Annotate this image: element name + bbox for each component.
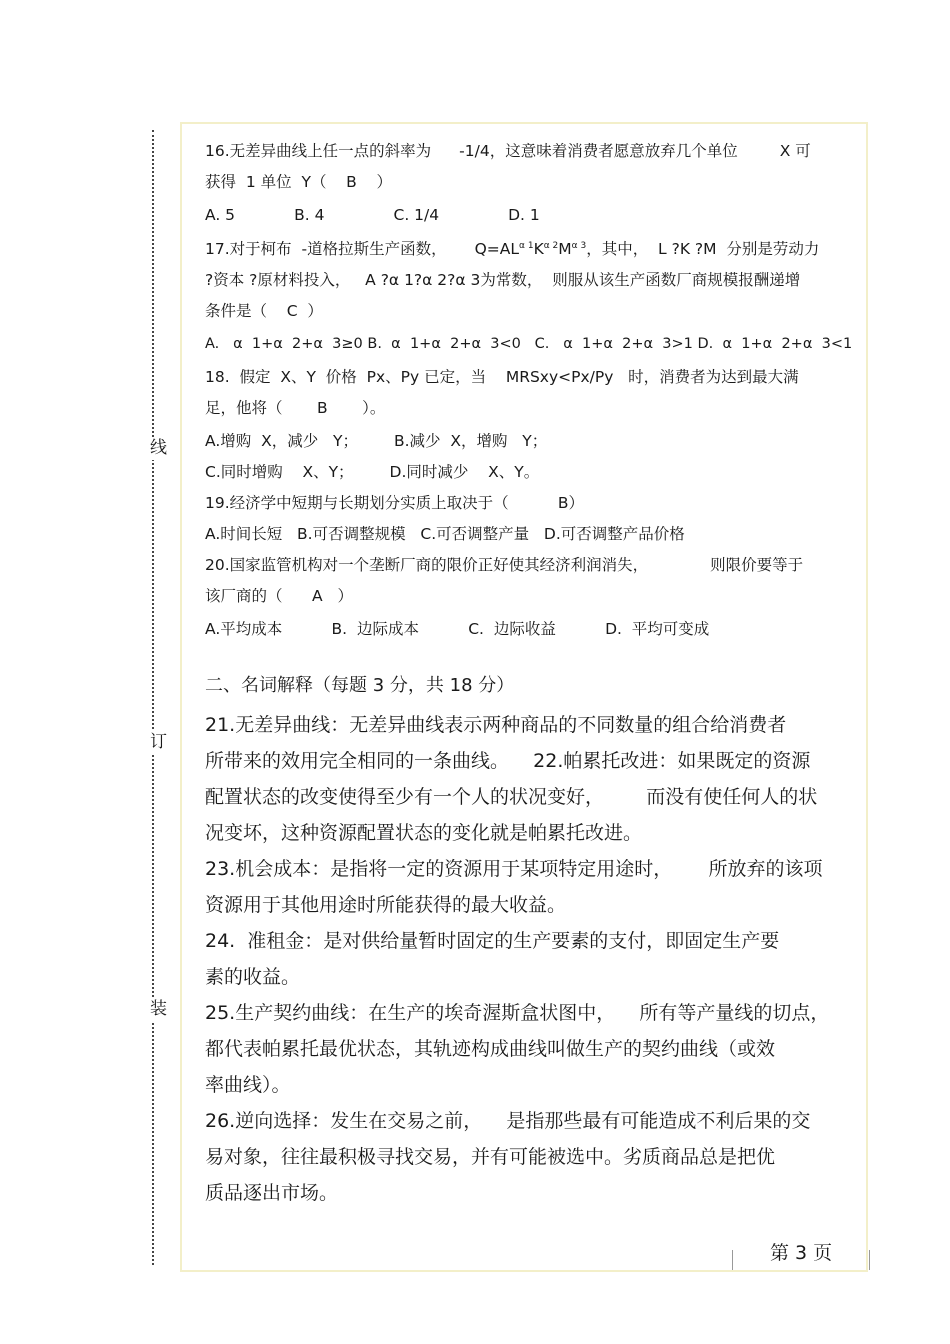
binding-label-zhuang: 装	[150, 999, 167, 1019]
definition-line: 况变坏，这种资源配置状态的变化就是帕累托改进。	[205, 822, 643, 845]
definition-line: 23.机会成本：是指将一定的资源用于某项特定用途时， 所放弃的该项	[205, 858, 823, 881]
binding-dotted-line	[152, 130, 160, 1265]
q17-sup-1: α 1	[519, 241, 534, 251]
q18-option-b: B.减少 X，增购 Y；	[393, 432, 548, 451]
q19-options: A.时间长短 B.可否调整规模 C.可否调整产量 D.可否调整产品价格	[205, 525, 685, 544]
q16-line2: 获得 1 单位 Y（ B ）	[205, 173, 393, 191]
q17-formula-m: M	[558, 240, 572, 259]
definition-line: 21.无差异曲线：无差异曲线表示两种商品的不同数量的组合给消费者	[205, 714, 787, 737]
definition-line: 24. 准租金：是对供给量暂时固定的生产要素的支付，即固定生产要	[205, 930, 780, 953]
definition-line: 25.生产契约曲线：在生产的埃奇渥斯盒状图中， 所有等产量线的切点，	[205, 1002, 830, 1025]
q16-options: A. 5 B. 4 C. 1/4 D. 1	[205, 206, 540, 224]
definition-line: 资源用于其他用途时所能获得的最大收益。	[205, 894, 567, 917]
q17-options: A. α 1+α 2+α 3≥0 B. α 1+α 2+α 3<0 C. α 1+α 2+α 3>1 D. α 1+α 2+α 3<1	[205, 336, 853, 353]
definition-line: 易对象，往往最积极寻找交易，并有可能被选中。劣质商品总是把优	[205, 1146, 776, 1169]
page-number: 第 3 页	[770, 1242, 833, 1264]
q18-option-c: C.同时增购 X、Y；	[205, 463, 354, 482]
q17-formula-k: K	[533, 240, 544, 259]
q20-options: A.平均成本 B. 边际成本 C. 边际收益 D. 平均可变成	[205, 620, 710, 639]
q19-line1: 19.经济学中短期与长期划分实质上取决于（ B）	[205, 494, 585, 513]
q16-text-a: 16.无差异曲线上任一点的斜率为	[205, 142, 432, 160]
page-content	[205, 136, 860, 1211]
q18-option-a: A.增购 X，减少 Y；	[205, 432, 358, 451]
q17-text-a: 17.对于柯布 -道格拉斯生产函数，	[205, 240, 447, 259]
q20-line2: 该厂商的（ A ）	[205, 587, 353, 606]
q17-line3: 条件是（ C ）	[205, 302, 323, 321]
q17-formula-q: Q=AL	[474, 240, 520, 259]
definition-line: 所带来的效用完全相同的一条曲线。 22.帕累托改进：如果既定的资源	[205, 750, 811, 773]
q16-line1	[205, 136, 860, 167]
definition-line: 26.逆向选择：发生在交易之前， 是指那些最有可能造成不利后果的交	[205, 1110, 811, 1133]
q20-text-a: 20.国家监管机构对一个垄断厂商的限价正好使其经济利润消失，	[205, 556, 649, 575]
q18-line2: 足，他将（ B ）。	[205, 399, 386, 418]
q16-text-b: -1/4，这意味着消费者愿意放弃几个单位	[459, 142, 738, 160]
q18-options-cd	[205, 457, 860, 488]
q20-text-b: 则限价要等于	[710, 556, 804, 575]
definition-line: 配置状态的改变使得至少有一个人的状况变好， 而没有使任何人的状	[205, 786, 818, 809]
binding-label-xian: 线	[150, 438, 167, 458]
definition-line: 都代表帕累托最优状态，其轨迹构成曲线叫做生产的契约曲线（或效	[205, 1038, 776, 1061]
definition-line: 质品逐出市场。	[205, 1182, 339, 1205]
section-heading-2: 二、名词解释（每题 3 分，共 18 分）	[205, 675, 515, 697]
q17-line1	[205, 231, 860, 265]
q17-sup-3: α 3	[571, 241, 587, 251]
q18-option-d: D.同时减少 X、Y。	[389, 463, 540, 482]
q17-sup-2: α 2	[543, 241, 559, 251]
definition-line: 率曲线）。	[205, 1074, 291, 1097]
definition-line: 素的收益。	[205, 966, 301, 989]
binding-label-ding: 订	[150, 732, 167, 752]
q18-options-ab	[205, 426, 860, 457]
q18-line1: 18. 假定 X、Y 价格 Px、Py 已定，当 MRSxy<Px/Py 时，消费者为达到最大满	[205, 368, 799, 387]
q17-text-e: ，其中， L ?K ?M 分别是劳动力	[586, 240, 820, 259]
q16-text-c: X 可	[779, 142, 811, 160]
q17-line2: ?资本 ?原材料投入， A ?α 1?α 2?α 3为常数， 则服从该生产函数厂商规模报酬递增	[205, 271, 801, 290]
definitions	[205, 707, 860, 1211]
q20-line1	[205, 550, 860, 581]
